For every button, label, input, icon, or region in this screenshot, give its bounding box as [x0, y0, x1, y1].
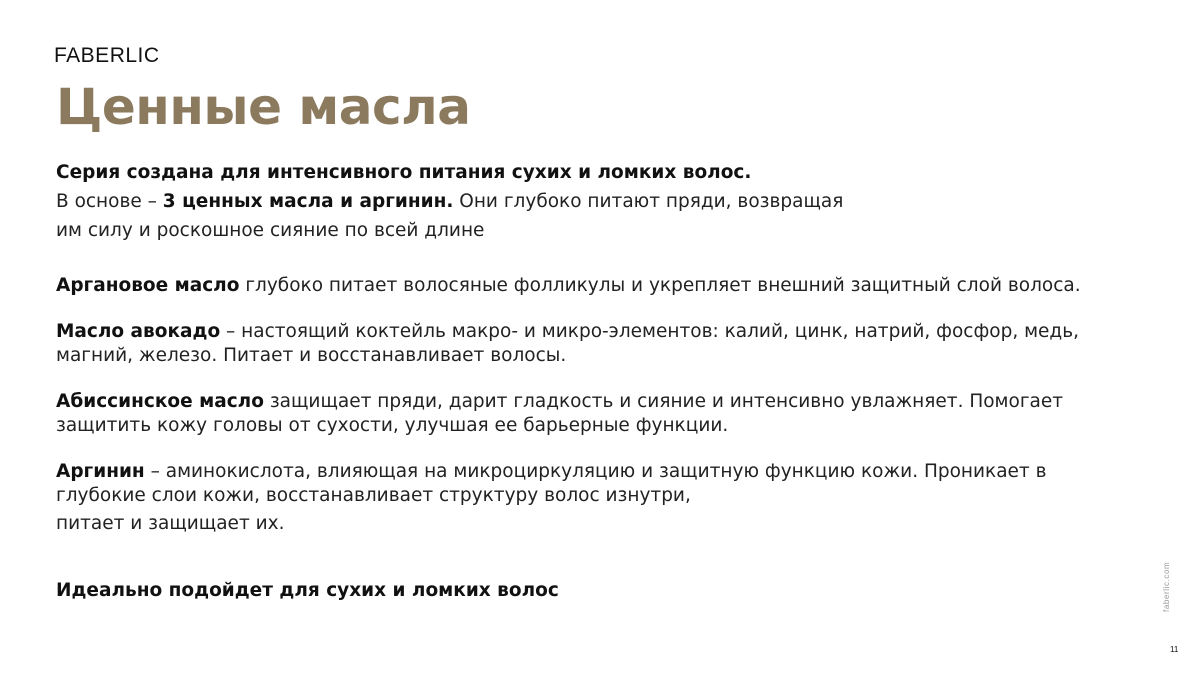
oil-arginine	[56, 460, 1116, 540]
oil-text: защищает пряди, дарит гладкость и сияние и интенсивно увлажняет. Помогает защитить кожу головы от сухости, улучшая ее барьерные функции.	[56, 391, 1064, 436]
oil-name: Абиссинское масло	[56, 391, 264, 412]
intro-paragraph	[56, 158, 1116, 245]
content-body	[56, 158, 1116, 540]
oil-abyssinian	[56, 390, 1116, 438]
faberlic-logo: FABERLIC	[54, 44, 160, 67]
oil-name: Аргинин	[56, 461, 145, 482]
intro-prefix: В основе –	[56, 191, 163, 212]
footer-note: Идеально подойдет для сухих и ломких волос	[56, 580, 559, 601]
oil-avocado	[56, 320, 1116, 368]
oil-extra: питает и защищает их.	[56, 513, 285, 534]
oil-text: глубоко питает волосяные фолликулы и укрепляет внешний защитный слой волоса.	[239, 275, 1081, 296]
oil-name: Аргановое масло	[56, 275, 240, 296]
intro-rest: Они глубоко питают пряди, возвращая	[453, 191, 844, 212]
page-title: Ценные масла	[56, 78, 471, 136]
site-url: faberlic.com	[1162, 561, 1171, 612]
intro-bold: 3 ценных масла и аргинин.	[162, 191, 454, 212]
oil-text: – настоящий коктейль макро- и микро-элементов: калий, цинк, натрий, фосфор, медь, магний, железо. Питает и восстанавливает волосы.	[56, 321, 1079, 366]
intro-line3: им силу и роскошное сияние по всей длине	[56, 220, 485, 241]
oil-text: – аминокислота, влияющая на микроциркуляцию и защитную функцию кожи. Проникает в глубокие слои кожи, восстанавливает структуру волос изнутри,	[56, 461, 1047, 506]
page-number: 11	[1170, 645, 1179, 654]
oil-argan	[56, 274, 1116, 298]
intro-lead: Серия создана для интенсивного питания сухих и ломких волос.	[56, 162, 752, 183]
oil-name: Масло авокадо	[56, 321, 221, 342]
